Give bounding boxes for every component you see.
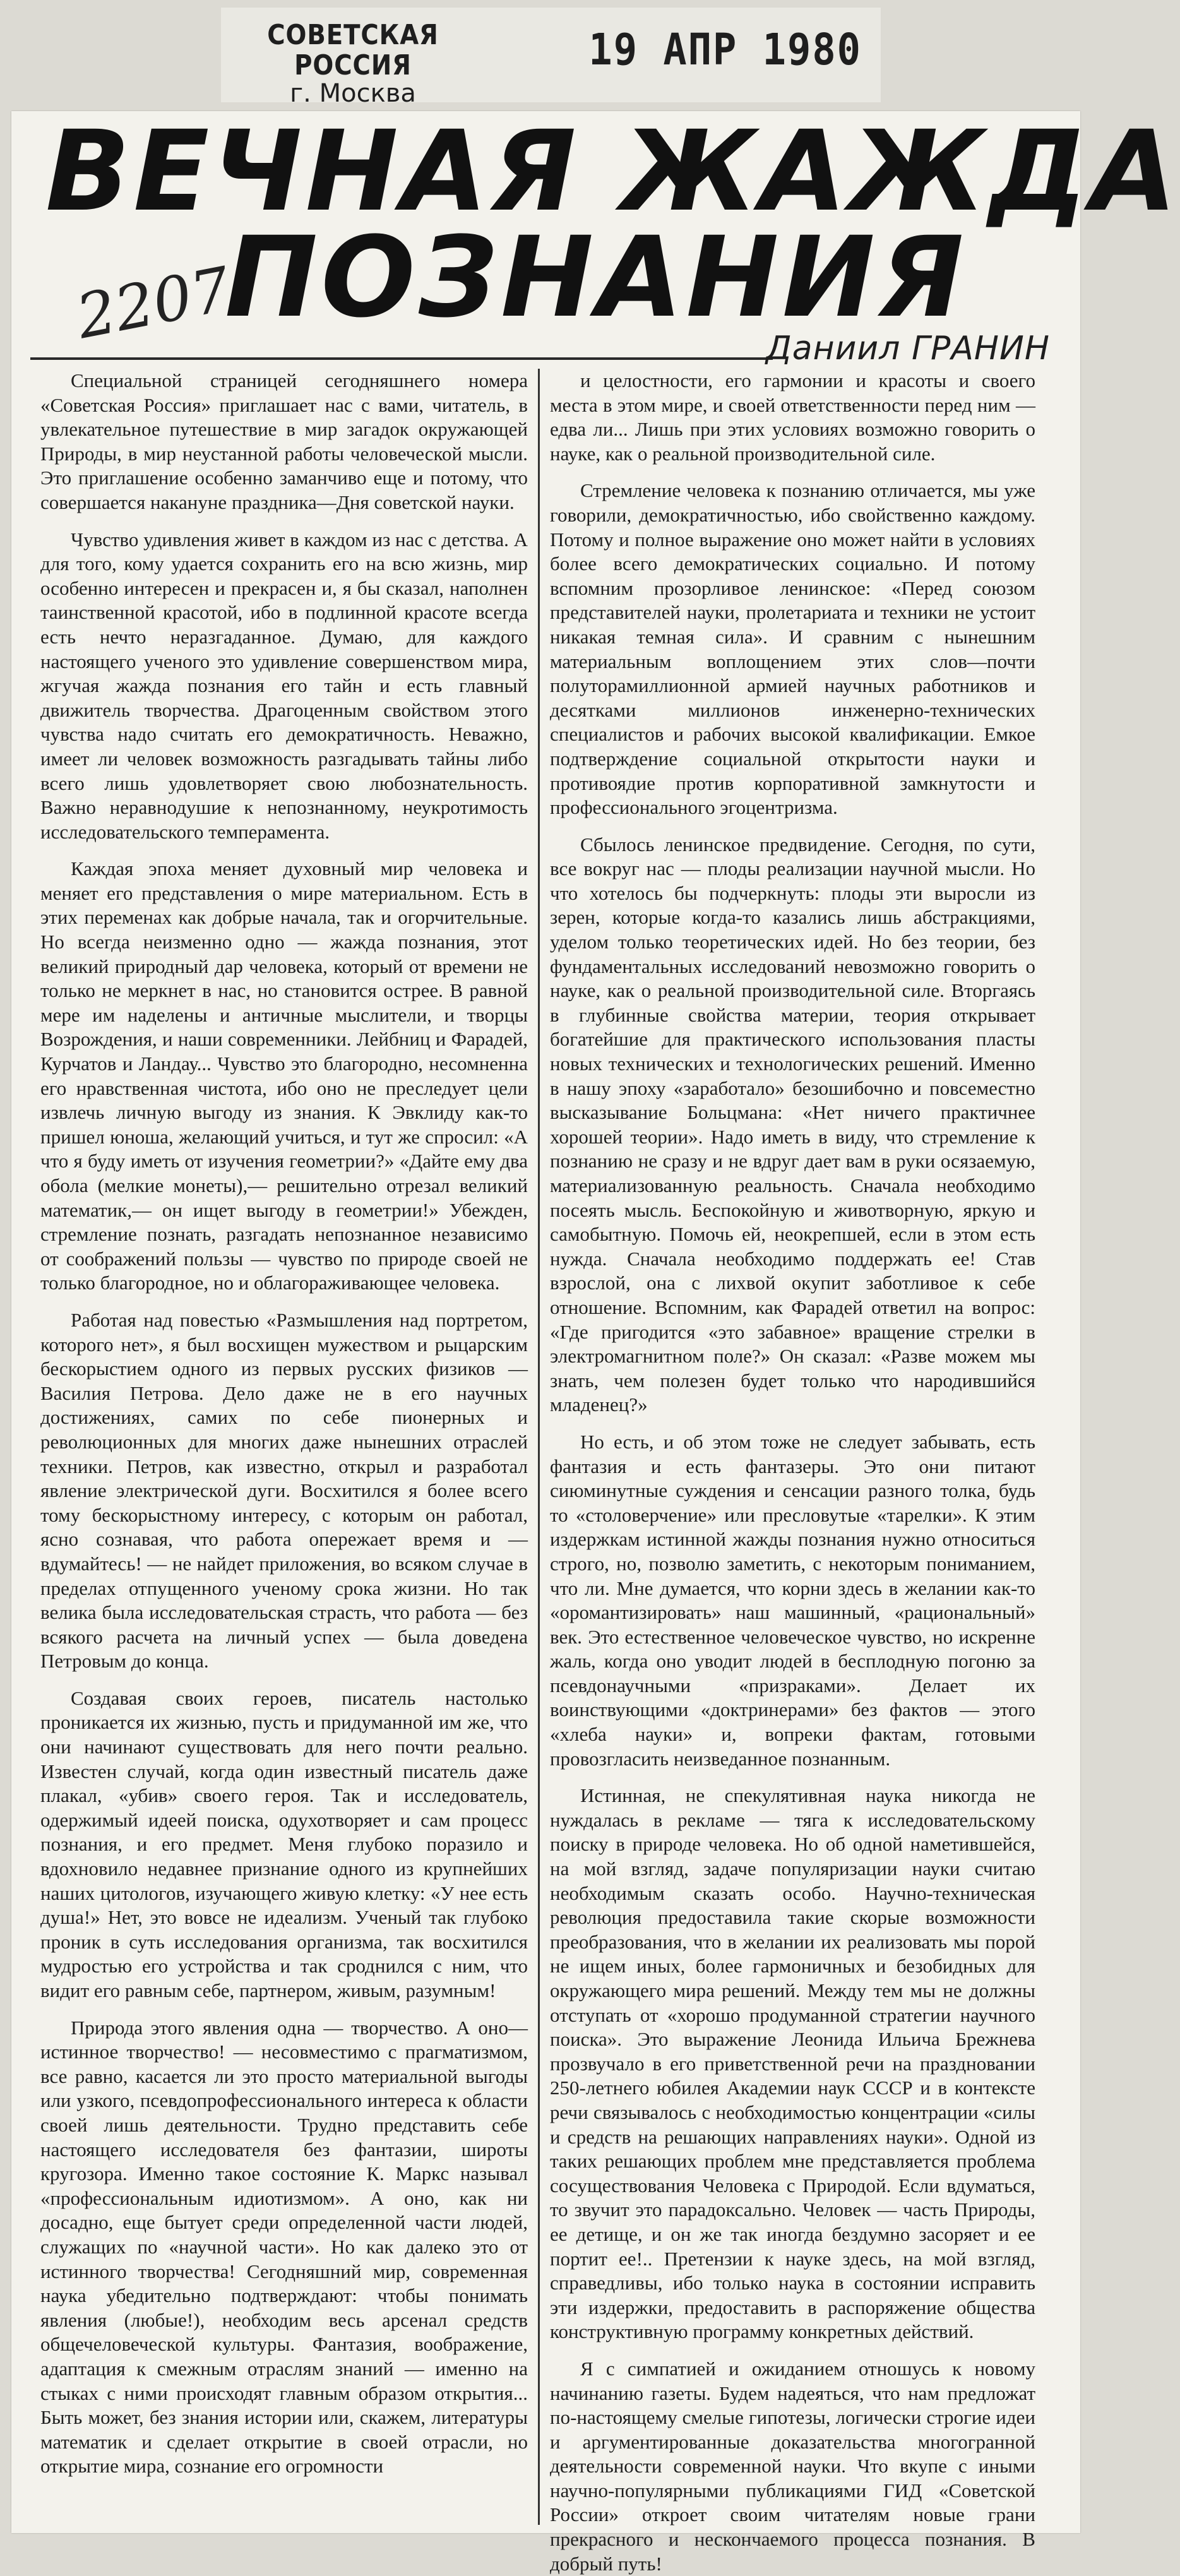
paragraph: Природа этого явления одна — творчество. А оно—истинное творчество! — несовместимо с прагматизмом, все равно, касается ли это просто материальной выгоды или узкого, псевдопрофессионального интереса к области своей лишь деятельности. Трудно представить себе настоящего исследователя без фантазии, широты кругозора. Именно такое состояние К. Маркс называл «профессиональным идиотизмом». А оно, как ни досадно, еще бытует среди определенной части людей, служащих по «научной части». Но как далеко это от истинного творчества! Сегодняшний мир, современная наука убедительно подтверждают: чтобы понимать явления (любые!), необходим весь арсенал средств общечеловеческой культуры. Фантазия, воображение, адаптация к смежным отраслям знаний — именно на стыках с ними происходят главным образом открытия... Быть может, без знания истории или, скажем, литературы математик и сделает открытие в своей отрасли, но открытие мира, сознание его огромности [40, 2016, 528, 2478]
stamp-date: 19 АПР 1980 [588, 24, 862, 75]
headline-line-2: ПОЗНАНИЯ [225, 213, 967, 342]
article-header [16, 107, 1180, 367]
newspaper-clipping [11, 107, 1180, 2575]
headline-line-1: ВЕЧНАЯ ЖАЖДА [45, 107, 1180, 236]
article-body [30, 369, 1066, 2575]
paragraph: Истинная, не спекулятивная наука никогда не нуждалась в рекламе — тяга к исследовательскому поиску в природе человека. Но об одной наметившейся, на мой взгляд, задаче популяризации науки считаю необходимым сказать особо. Научно-техническая революция предоставила такие скорые возможности преобразования, что в желании их реализовать мы порой не ищем иных, более гармоничных и безобидных для окружающего мира решений. Между тем мы не должны отступать от «хорошо продуманной стратегии научного поиска». Это выражение Леонида Ильича Брежнева прозвучало в его приветственной речи на праздновании 250-летнего юбилея Академии наук СССР и в контексте речи связывалось с необходимостью концентрации «силы и средств на решающих направлениях науки». Одной из таких решающих проблем мне представляется проблема сосуществования Человека с Природой. Если вдуматься, то звучит это парадоксально. Человек — часть Природы, ее детище, и он же так иногда бездумно засоряет и ее портит ее!.. Претензии к науке здесь, на мой взгляд, справедливы, ибо только наука в состоянии исправить эти издержки, предоставить в распоряжение общества конструктивную программу конкретных действий. [550, 1784, 1035, 2343]
paragraph: Я с симпатией и ожиданием отношусь к новому начинанию газеты. Будем надеяться, что нам предложат по-настоящему смелые гипотезы, логически строгие идеи и аргументированные доказательства многогранной деятельности современной науки. Что вкупе с иными научно-популярными публикациями ГИД «Советской России» откроет своим читателям новые грани прекрасного и нескончаемого процесса познания. В добрый путь! [550, 2357, 1035, 2575]
column-right [538, 369, 1046, 2575]
stamp-newspaper-name: СОВЕТСКАЯ РОССИЯ [267, 19, 439, 81]
paragraph: Стремление человека к познанию отличается, мы уже говорили, демократичностью, ибо свойственно каждому. Потому и полное выражение оно может найти в условиях более всего демократических социально. И потому вспомним прозорливое ленинское: «Перед союзом представителей науки, пролетариата и техники не устоит никакая темная сила». И сравним с нынешним материальным воплощением этих слов—почти полуторамиллионной армией научных работников и десятками миллионов инженерно-технических специалистов и рабочих высокой квалификации. Емкое подтверждение социальной открытости науки и противоядие против корпоративной замкнутости и профессионального эгоцентризма. [550, 479, 1035, 819]
paragraph: Работая над повестью «Размышления над портретом, которого нет», я был восхищен мужеством и рыцарским бескорыстием одного из первых русских физиков — Василия Петрова. Дело даже не в его научных достижениях, самих по себе пионерных и революционных для многих даже нынешних отраслей техники. Петров, как известно, открыл и разработал явление электрической дуги. Восхитился я более всего тому бескорыстному интересу, с которым он работал, ясно сознавая, что работа опережает время и — вдумайтесь! — не найдет приложения, во всяком случае в пределах отпущенного ученому срока жизни. Но так велика была исследовательская страсть, что работа — без всякого расчета на личный успех — была доведена Петровым до конца. [40, 1308, 528, 1673]
paragraph: Но есть, и об этом тоже не следует забывать, есть фантазия и есть фантазеры. Это они питают сиюминутные суждения и сенсации разного толка, будь то «столоверчение» или пресловутые «тарелки». К этим издержкам истинной жажды познания нужно относиться строго, но, позволю заметить, с некоторым пониманием, что ли. Мне думается, что корни здесь в желании как-то «оромантизировать» наш машинный, «рациональный» век. Это естественное человеческое чувство, но искренне жаль, когда оно уводит людей в бесплодную погоню за псевдонаучными «призраками». Делает их воинствующими «доктринерами» без фактов — этого «хлеба науки» и, вопреки фактам, готовыми провозгласить неизведанное познанным. [550, 1430, 1035, 1770]
stamp-source [236, 20, 470, 107]
handwritten-note: 2207 [71, 253, 236, 353]
paragraph: Создавая своих героев, писатель настолько проникается их жизнью, пусть и придуманной им же, что они начинают существовать для него почти реально. Известен случай, когда один известный писатель даже плакал, «убив» своего героя. Так и исследователь, одержимый идеей поиска, одухотворяет и сам процесс познания, и его предмет. Меня глубоко поразило и вдохновило недавнее признание одного из крупнейших наших цитологов, изучающего живую клетку: «У нее есть душа!» Нет, это вовсе не идеализм. Ученый так глубоко проник в суть исследования организма, так восхитился мудростью его устройства и так сроднился с ним, что видит его равным себе, партнером, живым, разумным! [40, 1686, 528, 2001]
paragraph: Чувство удивления живет в каждом из нас с детства. А для того, кому удается сохранить его на всю жизнь, мир особенно интересен и прекрасен и, я бы сказал, наполнен таинственной красотой, ибо в подлинной красоте всегда есть нечто неразгаданное. Думаю, для каждого настоящего ученого это удивление совершенством мира, жгучая жажда познания его тайн и есть главный движитель творчества. Драгоценным свойством этого чувства надо считать его демократичность. Неважно, имеет ли человек возможность разгадывать тайны либо всего лишь удовлетворяет свою любознательность. Важно неравнодушие к непознанному, неукротимость исследовательского темперамента. [40, 528, 528, 843]
header-rule [30, 357, 773, 360]
author-byline: Даниил ГРАНИН [766, 330, 1050, 367]
stamp-city: г. Москва [290, 79, 416, 109]
paragraph: Специальной страницей сегодняшнего номера «Советская Россия» приглашает нас с вами, читатель, в увлекательное путешествие в мир загадок окружающей Природы, в мир неустанной работы человеческой мысли. Это приглашение особенно заманчиво еще и потому, что совершается накануне праздника—Дня советской науки. [40, 369, 528, 513]
clipping-stamp [221, 8, 881, 109]
paragraph: Сбылось ленинское предвидение. Сегодня, по сути, все вокруг нас — плоды реализации научной мысли. Но что хотелось бы подчеркнуть: плоды эти выросли из зерен, которые когда-то казались лишь абстракциями, уделом только теоретических идей. Но без теории, без фундаментальных исследований невозможно говорить о науке, как о реальной производительной силе. Вторгаясь в глубинные свойства материи, теория открывает богатейшие для практического использования пласты новых технических и технологических решений. Именно в нашу эпоху «заработало» безошибочно и повсеместно высказывание Больцмана: «Нет ничего практичнее хорошей теории». Надо иметь в виду, что стремление к познанию не сразу и не вдруг дает вам в руки осязаемую, материализованную реальность. Сначала необходимо посеять мысль. Беспокойную и животворную, яркую и самобытную. Помочь ей, неокрепшей, если в этом есть нужда. Сначала необходимо поддержать ее! Став взрослой, она с лихвой окупит заботливое к себе отношение. Вспомним, как Фарадей ответил на вопрос: «Где пригодится «это забавное» вращение стрелки в электромагнитном поле?» Он сказал: «Разве можем мы знать, чем полезен будет только что народившийся младенец?» [550, 833, 1035, 1416]
column-left [30, 369, 538, 2525]
paragraph: и целостности, его гармонии и красоты и своего места в этом мире, и своей ответственности перед ним — едва ли... Лишь при этих условиях возможно говорить о науке, как о реальной производительной силе. [550, 369, 1035, 465]
paragraph: Каждая эпоха меняет духовный мир человека и меняет его представления о мире материальном. Есть в этих переменах как добрые начала, так и огорчительные. Но всегда неизменно одно — жажда познания, этот великий природный дар человека, который от времени не только не меркнет в нас, но становится острее. В равной мере им наделены и античные мыслители, и творцы Возрождения, и наши современники. Лейбниц и Фарадей, Курчатов и Ландау... Чувство это благородно, несомненна его нравственная чистота, ибо оно не преследует цели извлечь личную выгоду из знания. К Эвклиду как-то пришел юноша, желающий учиться, и тут же спросил: «А что я буду иметь от изучения геометрии?» «Дайте ему два обола (мелкие монеты),— решительно отрезал великий математик,— он ищет выгоду в геометрии!» Убежден, стремление познать, разгадать непознанное независимо от соображений пользы — чувство по природе своей не только благородное, но и облагораживающее человека. [40, 857, 528, 1294]
